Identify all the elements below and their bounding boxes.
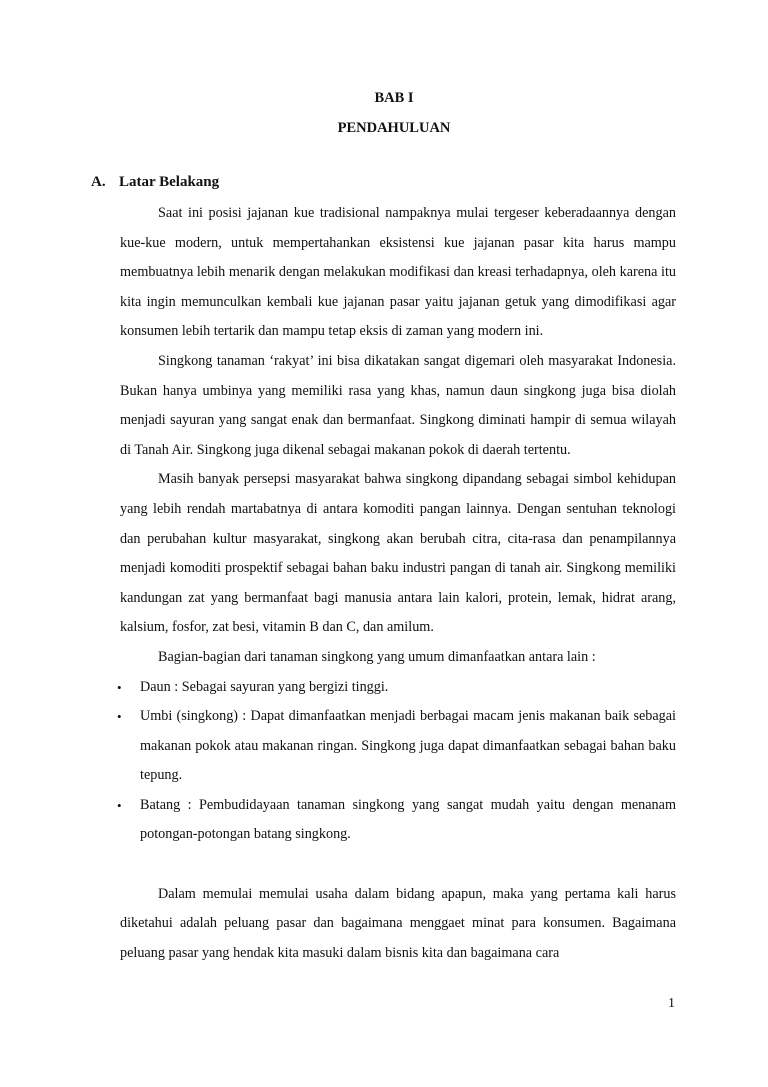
bullet-item <box>117 702 676 791</box>
page-number: 1 <box>668 996 675 1011</box>
bullet-item <box>117 673 676 703</box>
bullet-list <box>117 673 676 851</box>
section-heading <box>91 174 219 191</box>
bullet-icon: • <box>117 709 122 725</box>
paragraph: Saat ini posisi jajanan kue tradisional nampaknya mulai tergeser keberadaannya dengan kue-kue modern, untuk mempertahankan eksistensi kue jajanan pasar kita harus mampu membuatnya lebih menarik dengan melakukan modifikasi dan kreasi terhadapnya, oleh karena itu kita ingin memunculkan kembali kue jajanan pasar yaitu jajanan getuk yang dimodifikasi agar konsumen lebih tertarik dan mampu tetap eksis di zaman yang modern ini. <box>120 205 676 340</box>
chapter-title: PENDAHULUAN <box>337 120 451 136</box>
paragraph: Masih banyak persepsi masyarakat bahwa singkong dipandang sebagai simbol kehidupan yang lebih rendah martabatnya di antara komoditi pangan lainnya. Dengan sentuhan teknologi dan perubahan kultur masyarakat, singkong akan berubah citra, cita-rasa dan penampilannya menjadi komoditi prospektif sebagai bahan baku industri pangan di tanah air. Singkong memiliki kandungan zat yang bermanfaat bagi manusia antara lain kalori, protein, lemak, hidrat arang, kalsium, fosfor, zat besi, vitamin B dan C, dan amilum. <box>120 471 676 636</box>
section-title: Latar Belakang <box>119 174 220 190</box>
bullet-text: Umbi (singkong) : Dapat dimanfaatkan menjadi berbagai macam jenis makanan baik sebagai makanan pokok atau makanan ringan. Singkong juga dapat dimanfaatkan sebagai bahan baku tepung. <box>140 708 676 784</box>
bullet-item <box>117 791 676 850</box>
paragraph: Bagian-bagian dari tanaman singkong yang umum dimanfaatkan antara lain : <box>158 648 596 665</box>
chapter-number: BAB I <box>374 90 414 106</box>
paragraph-gap <box>120 850 676 880</box>
bullet-icon: • <box>117 797 122 813</box>
bullet-text: Daun : Sebagai sayuran yang bergizi tinggi. <box>140 678 389 695</box>
bullet-icon: • <box>117 679 122 695</box>
closing-paragraph: Dalam memulai memulai usaha dalam bidang apapun, maka yang pertama kali harus diketahui adalah peluang pasar dan bagaimana menggaet minat para konsumen. Bagaimana peluang pasar yang hendak kita masuki dalam bisnis kita dan bagaimana cara <box>120 885 676 961</box>
section-letter: A. <box>91 174 106 190</box>
bullet-text: Batang : Pembudidayaan tanaman singkong yang sangat mudah yaitu dengan menanam potongan-potongan batang singkong. <box>140 796 676 843</box>
body-text <box>117 199 676 968</box>
paragraph: Singkong tanaman ‘rakyat’ ini bisa dikatakan sangat digemari oleh masyarakat Indonesia. Bukan hanya umbinya yang memiliki rasa yang khas, namun daun singkong juga bisa diolah menjadi sayuran yang sangat enak dan bermanfaat. Singkong diminati hampir di semua wilayah di Tanah Air. Singkong juga dikenal sebagai makanan pokok di daerah tertentu. <box>120 352 676 458</box>
